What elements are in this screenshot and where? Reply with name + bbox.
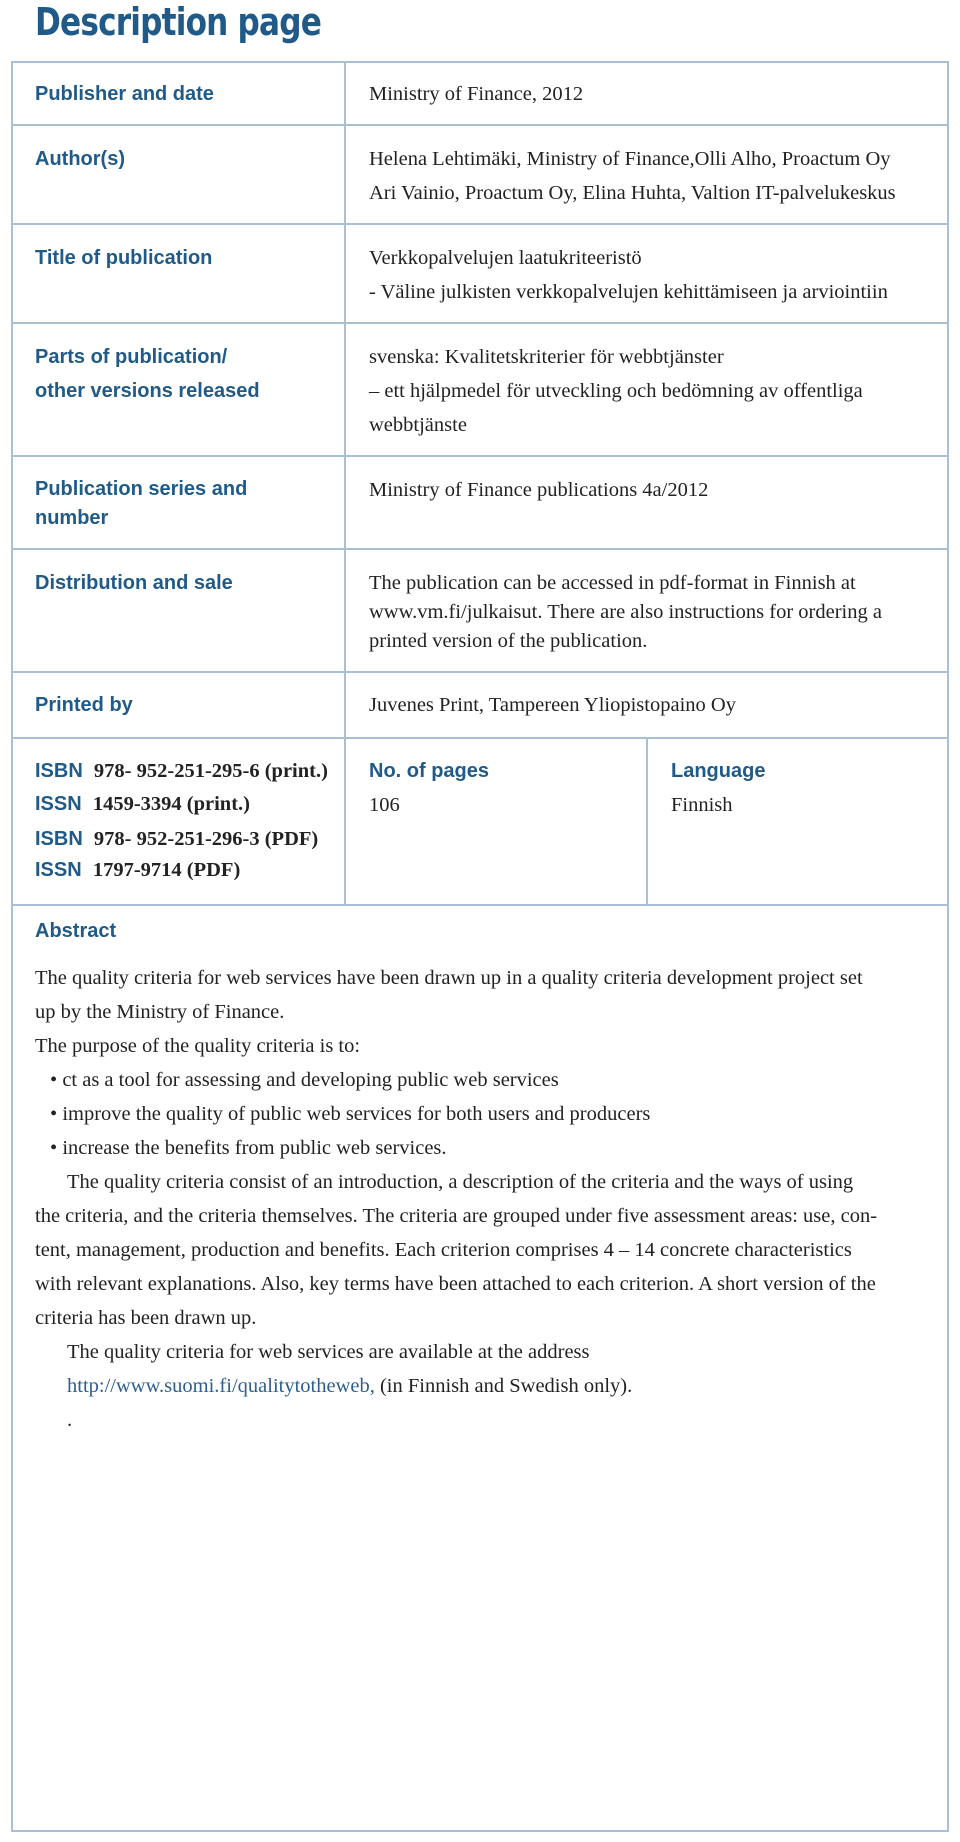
series-label-line1: Publication series and <box>35 478 248 500</box>
row-divider <box>11 671 949 673</box>
distribution-label: Distribution and sale <box>35 572 233 594</box>
distribution-value-line1: The publication can be accessed in pdf-format in Finnish at <box>369 572 856 594</box>
abstract-p1-line1: The quality criteria for web services have been drawn up in a quality criteria development project set <box>35 967 863 989</box>
isbn-print-row <box>35 754 328 788</box>
issn-pdf-value: 1797-9714 (PDF) <box>92 859 241 881</box>
issn-print-label: ISSN <box>35 793 82 815</box>
issn-print-row <box>35 787 250 821</box>
distribution-value-line3: printed version of the publication. <box>369 630 648 652</box>
printed-value: Juvenes Print, Tampereen Yliopistopaino Oy <box>369 694 736 716</box>
bullet-text: ct as a tool for assessing and developing public web services <box>62 1069 559 1091</box>
row-divider <box>11 124 949 126</box>
issn-pdf-row <box>35 853 240 887</box>
bullet-text: improve the quality of public web services for both users and producers <box>62 1103 651 1125</box>
isbn-print-label: ISBN <box>35 760 83 782</box>
row-divider <box>11 223 949 225</box>
authors-value-line1: Helena Lehtimäki, Ministry of Finance,Olli Alho, Proactum Oy <box>369 148 891 170</box>
abstract-p3-line5: criteria has been drawn up. <box>35 1307 257 1329</box>
abstract-p4-line2 <box>67 1369 930 1403</box>
quality-criteria-link[interactable]: http://www.suomi.fi/qualitytotheweb, <box>67 1375 375 1397</box>
abstract-p4-line1: The quality criteria for web services are available at the address <box>67 1341 590 1363</box>
abstract-p3-line4: with relevant explanations. Also, key terms have been attached to each criterion. A short version of the <box>35 1273 876 1295</box>
abstract-p3-line1: The quality criteria consist of an introduction, a description of the criteria and the ways of using <box>67 1171 854 1193</box>
abstract-p3-line3: tent, management, production and benefits. Each criterion comprises 4 – 14 concrete characteristics <box>35 1239 852 1261</box>
parts-value-line1: svenska: Kvalitetskriterier för webbtjänster <box>369 346 724 368</box>
column-divider <box>646 737 648 906</box>
parts-label-line1: Parts of publication/ <box>35 346 228 368</box>
description-table <box>11 61 949 1832</box>
issn-print-value: 1459-3394 (print.) <box>92 793 250 815</box>
row-divider <box>11 455 949 457</box>
publisher-label: Publisher and date <box>35 83 214 105</box>
language-label: Language <box>671 760 766 782</box>
abstract-bullet-2: • improve the quality of public web services for both users and producers <box>50 1103 651 1125</box>
abstract-title: Abstract <box>35 920 117 942</box>
bullet-text: increase the benefits from public web services. <box>62 1137 447 1159</box>
page-title: Description page <box>35 0 322 44</box>
column-divider <box>344 61 346 906</box>
abstract-p4-rest: (in Finnish and Swedish only). <box>374 1375 633 1397</box>
printed-label: Printed by <box>35 694 133 716</box>
abstract-bullet-3: • increase the benefits from public web services. <box>50 1137 447 1159</box>
isbn-pdf-value: 978- 952-251-296-3 (PDF) <box>93 828 319 850</box>
series-value: Ministry of Finance publications 4a/2012 <box>369 479 709 501</box>
isbn-print-value: 978- 952-251-295-6 (print.) <box>93 760 328 782</box>
parts-value-line2: – ett hjälpmedel för utveckling och bedömning av offentliga <box>369 380 863 402</box>
pages-label: No. of pages <box>369 760 490 782</box>
row-divider <box>11 737 949 739</box>
title-value-line1: Verkkopalvelujen laatukriteeristö <box>369 247 642 269</box>
distribution-value-line2: www.vm.fi/julkaisut. There are also instructions for ordering a <box>369 601 882 623</box>
abstract-trailing-dot: . <box>67 1409 73 1431</box>
parts-label-line2: other versions released <box>35 380 260 402</box>
authors-value-line2: Ari Vainio, Proactum Oy, Elina Huhta, Valtion IT-palvelukeskus <box>369 182 896 204</box>
row-divider <box>11 904 949 906</box>
language-value: Finnish <box>671 794 733 816</box>
row-divider <box>11 548 949 550</box>
authors-label: Author(s) <box>35 148 125 170</box>
abstract-p2: The purpose of the quality criteria is to: <box>35 1035 361 1057</box>
issn-pdf-label: ISSN <box>35 859 82 881</box>
row-divider <box>11 322 949 324</box>
parts-value-line3: webbtjänste <box>369 414 467 436</box>
pages-value: 106 <box>369 794 400 816</box>
series-label-line2: number <box>35 507 109 529</box>
abstract-bullet-1: • ct as a tool for assessing and developing public web services <box>50 1069 559 1091</box>
isbn-pdf-row <box>35 822 318 856</box>
title-label: Title of publication <box>35 247 213 269</box>
isbn-pdf-label: ISBN <box>35 828 83 850</box>
title-value-line2: - Väline julkisten verkkopalvelujen kehittämiseen ja arviointiin <box>369 281 888 303</box>
abstract-p3-line2: the criteria, and the criteria themselves. The criteria are grouped under five assessment areas: use, con- <box>35 1205 878 1227</box>
publisher-value: Ministry of Finance, 2012 <box>369 83 584 105</box>
abstract-p1-line2: up by the Ministry of Finance. <box>35 1001 285 1023</box>
